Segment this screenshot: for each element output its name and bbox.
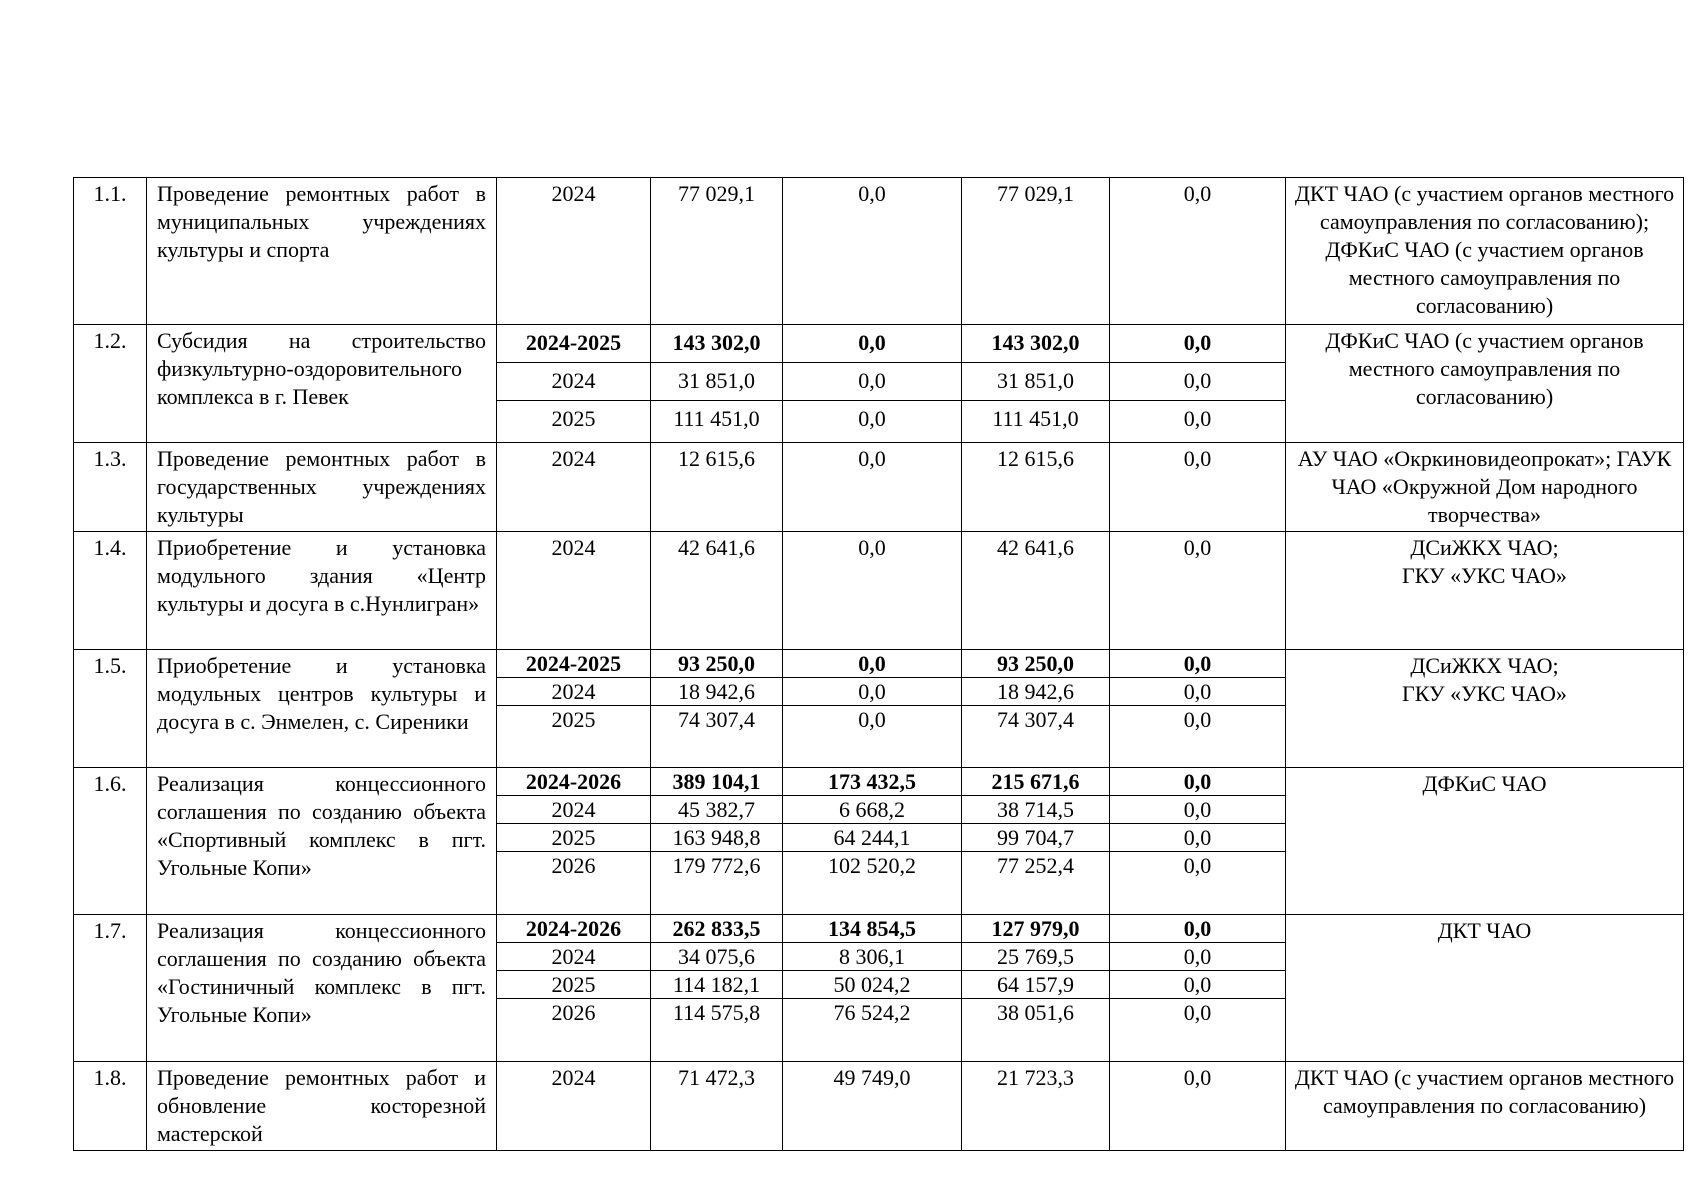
- executor: [1286, 443, 1684, 532]
- federal-budget-cell: [783, 1062, 962, 1151]
- federal-budget: 0,0: [783, 650, 961, 678]
- regional-budget: 99 704,7: [962, 824, 1109, 852]
- year-cell: [497, 768, 651, 915]
- total-amount: 42 641,6: [678, 535, 755, 560]
- federal-budget-cell: [783, 915, 962, 1062]
- total-amount: 163 948,8: [651, 824, 782, 852]
- federal-budget: 0,0: [858, 406, 886, 431]
- federal-budget-cell: [783, 325, 962, 443]
- total-amount: 179 772,6: [672, 853, 761, 878]
- federal-budget: 173 432,5: [783, 768, 961, 796]
- federal-budget: 102 520,2: [828, 853, 916, 878]
- regional-budget: 74 307,4: [997, 707, 1074, 732]
- local-budget: 0,0: [1183, 853, 1212, 878]
- regional-budget-cell: [962, 178, 1110, 325]
- federal-budget-cell: [783, 532, 962, 650]
- year: 2026: [551, 853, 596, 878]
- local-budget: 0,0: [1183, 707, 1212, 732]
- executor: [1286, 650, 1684, 768]
- federal-budget: 0,0: [783, 678, 961, 706]
- total-amount: 389 104,1: [651, 768, 782, 796]
- total-amount-cell: [651, 1062, 783, 1151]
- item-name-cell: [147, 1062, 497, 1151]
- year: 2025: [551, 707, 596, 732]
- executor-text: ДКТ ЧАО (с участием органов местного самоуправления по согласованию); ДФКиС ЧАО (с участием органов местного самоуправления по согласованию): [1294, 181, 1675, 318]
- regional-budget: 77 029,1: [997, 181, 1074, 206]
- executor-text: ДФКиС ЧАО (с участием органов местного самоуправления по согласованию): [1325, 328, 1644, 409]
- item-number: 1.5.: [74, 650, 147, 768]
- local-budget-cell: [1110, 178, 1286, 325]
- federal-budget: 0,0: [783, 325, 961, 363]
- year-cell: [497, 325, 651, 443]
- local-budget-cell: [1110, 532, 1286, 650]
- regional-budget: 127 979,0: [962, 915, 1109, 943]
- item-number: 1.1.: [74, 178, 147, 325]
- regional-budget-cell: [962, 532, 1110, 650]
- local-budget: 0,0: [1183, 406, 1212, 431]
- year: 2025: [497, 824, 650, 852]
- executor-text: ДКТ ЧАО: [1437, 918, 1532, 943]
- year: 2024-2025: [497, 325, 650, 363]
- federal-budget: 50 024,2: [783, 971, 961, 999]
- item-name: Реализация концессионного соглашения по созданию объекта «Гостиничный комплекс в пгт. Угольные Копи»: [157, 918, 486, 1027]
- regional-budget: 25 769,5: [962, 943, 1109, 971]
- item-name-cell: [147, 178, 497, 325]
- total-amount: 262 833,5: [651, 915, 782, 943]
- local-budget: 0,0: [1110, 796, 1285, 824]
- total-amount-cell: [651, 325, 783, 443]
- total-amount: 12 615,6: [678, 446, 755, 471]
- total-amount: 34 075,6: [651, 943, 782, 971]
- year: 2024-2026: [497, 915, 650, 943]
- year-cell: [497, 178, 651, 325]
- total-amount-cell: [651, 443, 783, 532]
- year-cell: [497, 650, 651, 768]
- total-amount: 71 472,3: [678, 1065, 755, 1090]
- federal-budget: 8 306,1: [783, 943, 961, 971]
- executor: [1286, 178, 1684, 325]
- total-amount: 18 942,6: [651, 678, 782, 706]
- year-cell: [497, 532, 651, 650]
- local-budget: 0,0: [1110, 768, 1285, 796]
- total-amount: 143 302,0: [651, 325, 782, 363]
- regional-budget: 215 671,6: [962, 768, 1109, 796]
- year: 2024: [497, 678, 650, 706]
- local-budget: 0,0: [1110, 678, 1285, 706]
- regional-budget: 18 942,6: [962, 678, 1109, 706]
- item-name-cell: [147, 443, 497, 532]
- total-amount-cell: [651, 915, 783, 1062]
- federal-budget-cell: [783, 443, 962, 532]
- regional-budget-cell: [962, 1062, 1110, 1151]
- total-amount: 31 851,0: [651, 363, 782, 401]
- item-name: Проведение ремонтных работ и обновление косторезной мастерской: [157, 1065, 486, 1146]
- regional-budget-cell: [962, 325, 1110, 443]
- local-budget: 0,0: [1110, 915, 1285, 943]
- executor-text: ДКТ ЧАО (с участием органов местного самоуправления по согласованию): [1294, 1065, 1675, 1118]
- budget-table: [73, 177, 1684, 1151]
- federal-budget: 0,0: [858, 707, 886, 732]
- item-name: Реализация концессионного соглашения по созданию объекта «Спортивный комплекс в пгт. Угольные Копи»: [157, 771, 486, 880]
- item-name: Приобретение и установка модульного здания «Центр культуры и досуга в с.Нунлигран»: [157, 535, 486, 616]
- regional-budget: 93 250,0: [962, 650, 1109, 678]
- executor: [1286, 532, 1684, 650]
- year: 2026: [551, 1000, 596, 1025]
- item-number: 1.7.: [74, 915, 147, 1062]
- year: 2024: [551, 446, 596, 471]
- item-name: Субсидия на строительство физкультурно-оздоровительного комплекса в г. Певек: [157, 328, 486, 409]
- federal-budget: 0,0: [783, 363, 961, 401]
- item-name: Приобретение и установка модульных центров культуры и досуга в с. Энмелен, с. Сиреники: [157, 653, 486, 734]
- federal-budget-cell: [783, 650, 962, 768]
- item-name-cell: [147, 532, 497, 650]
- federal-budget: 0,0: [858, 446, 886, 471]
- item-number: 1.2.: [74, 325, 147, 443]
- regional-budget: 143 302,0: [962, 325, 1109, 363]
- table-row: [74, 443, 1684, 532]
- local-budget-cell: [1110, 768, 1286, 915]
- year: 2024: [497, 943, 650, 971]
- local-budget-cell: [1110, 650, 1286, 768]
- table-row: [74, 1062, 1684, 1151]
- local-budget: 0,0: [1110, 943, 1285, 971]
- year-cell: [497, 1062, 651, 1151]
- federal-budget-cell: [783, 178, 962, 325]
- executor: [1286, 325, 1684, 443]
- local-budget: 0,0: [1110, 363, 1285, 401]
- regional-budget: 21 723,3: [997, 1065, 1074, 1090]
- regional-budget: 111 451,0: [992, 406, 1079, 431]
- table-row: [74, 768, 1684, 915]
- total-amount: 93 250,0: [651, 650, 782, 678]
- local-budget: 0,0: [1110, 650, 1285, 678]
- item-number: 1.3.: [74, 443, 147, 532]
- federal-budget: 134 854,5: [783, 915, 961, 943]
- year: 2024: [497, 363, 650, 401]
- federal-budget: 6 668,2: [783, 796, 961, 824]
- total-amount: 114 182,1: [651, 971, 782, 999]
- item-number: 1.8.: [74, 1062, 147, 1151]
- local-budget: 0,0: [1183, 446, 1212, 471]
- item-name-cell: [147, 768, 497, 915]
- total-amount: 111 451,0: [673, 406, 760, 431]
- local-budget: 0,0: [1183, 1000, 1212, 1025]
- executor: [1286, 1062, 1684, 1151]
- table-row: [74, 532, 1684, 650]
- year-cell: [497, 443, 651, 532]
- year: 2024: [551, 1065, 596, 1090]
- item-name-cell: [147, 325, 497, 443]
- regional-budget: 42 641,6: [997, 535, 1074, 560]
- executor-text: ДСиЖКХ ЧАО; ГКУ «УКС ЧАО»: [1402, 653, 1567, 706]
- federal-budget: 64 244,1: [783, 824, 961, 852]
- item-name-cell: [147, 650, 497, 768]
- local-budget: 0,0: [1183, 535, 1212, 560]
- item-name: Проведение ремонтных работ в государственных учреждениях культуры: [157, 446, 486, 527]
- federal-budget: 0,0: [858, 181, 886, 206]
- local-budget: 0,0: [1110, 971, 1285, 999]
- year: 2024: [551, 535, 596, 560]
- regional-budget: 38 051,6: [997, 1000, 1074, 1025]
- total-amount-cell: [651, 768, 783, 915]
- local-budget-cell: [1110, 915, 1286, 1062]
- table-row: [74, 178, 1684, 325]
- executor-text: ДФКиС ЧАО: [1422, 771, 1547, 796]
- year: 2024-2025: [497, 650, 650, 678]
- federal-budget: 0,0: [858, 535, 886, 560]
- item-name-cell: [147, 915, 497, 1062]
- local-budget: 0,0: [1183, 181, 1212, 206]
- year: 2024: [551, 181, 596, 206]
- item-name: Проведение ремонтных работ в муниципальных учреждениях культуры и спорта: [157, 181, 486, 262]
- local-budget-cell: [1110, 443, 1286, 532]
- table-row: [74, 325, 1684, 443]
- year: 2024: [497, 796, 650, 824]
- regional-budget-cell: [962, 443, 1110, 532]
- regional-budget-cell: [962, 768, 1110, 915]
- total-amount-cell: [651, 178, 783, 325]
- local-budget: 0,0: [1110, 325, 1285, 363]
- local-budget: 0,0: [1110, 824, 1285, 852]
- total-amount: 77 029,1: [678, 181, 755, 206]
- executor: [1286, 915, 1684, 1062]
- total-amount: 74 307,4: [678, 707, 755, 732]
- table-row: [74, 915, 1684, 1062]
- local-budget-cell: [1110, 325, 1286, 443]
- regional-budget: 77 252,4: [997, 853, 1074, 878]
- item-number: 1.4.: [74, 532, 147, 650]
- regional-budget: 38 714,5: [962, 796, 1109, 824]
- item-number: 1.6.: [74, 768, 147, 915]
- total-amount-cell: [651, 650, 783, 768]
- local-budget: 0,0: [1183, 1065, 1212, 1090]
- executor-text: АУ ЧАО «Окркиновидеопрокат»; ГАУК ЧАО «Окружной Дом народного творчества»: [1297, 446, 1672, 527]
- regional-budget: 64 157,9: [962, 971, 1109, 999]
- local-budget-cell: [1110, 1062, 1286, 1151]
- year: 2025: [497, 971, 650, 999]
- regional-budget: 12 615,6: [997, 446, 1074, 471]
- federal-budget-cell: [783, 768, 962, 915]
- executor: [1286, 768, 1684, 915]
- regional-budget-cell: [962, 915, 1110, 1062]
- regional-budget: 31 851,0: [962, 363, 1109, 401]
- total-amount-cell: [651, 532, 783, 650]
- total-amount: 114 575,8: [672, 1000, 761, 1025]
- year: 2024-2026: [497, 768, 650, 796]
- executor-text: ДСиЖКХ ЧАО; ГКУ «УКС ЧАО»: [1402, 535, 1567, 588]
- year-cell: [497, 915, 651, 1062]
- federal-budget: 49 749,0: [833, 1065, 911, 1090]
- year: 2025: [551, 406, 596, 431]
- total-amount: 45 382,7: [651, 796, 782, 824]
- table-body: [74, 178, 1684, 1151]
- table-row: [74, 650, 1684, 768]
- federal-budget: 76 524,2: [833, 1000, 911, 1025]
- regional-budget-cell: [962, 650, 1110, 768]
